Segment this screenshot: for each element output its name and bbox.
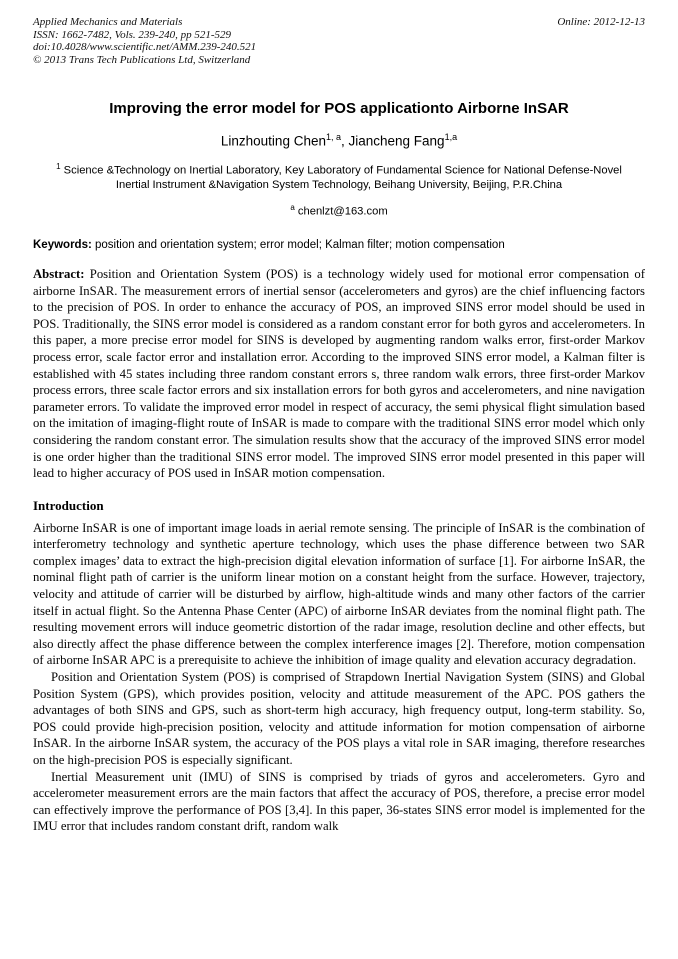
email-text: chenlzt@163.com: [294, 205, 388, 218]
online-date: Online: 2012-12-13: [557, 16, 645, 28]
introduction-paragraph: Position and Orientation System (POS) is comprised of Strapdown Inertial Navigation System (SINS) and Global Position System (GPS), which provides position, velocity and attitude measurement of the APC. POS gathers the advantages of both SINS and GPS, such as short-term high accuracy, high frequency output, long-term stability. So, POS could provide high-precision position, velocity and attitude information for motion compensation of airborne InSAR. In the airborne InSAR system, the accuracy of the POS plays a vital role in SAR imaging, therefore researches on the high-precision POS is especially significant.: [33, 670, 645, 767]
journal-issn: ISSN: 1662-7482, Vols. 239-240, pp 521-529: [33, 28, 231, 41]
journal-metadata: [33, 16, 256, 66]
keywords-text: position and orientation system; error model; Kalman filter; motion compensation: [91, 238, 505, 251]
introduction-paragraph: Airborne InSAR is one of important image loads in aerial remote sensing. The principle of InSAR is the combination of interferometry technology and synthetic aperture technology, which uses the phase difference between two SAR complex images’ data to extract the high-precision digital elevation information of surface [1]. For airborne InSAR, the nominal flight path of carrier is the uniform linear motion on a constant height from the surface. However, trajectory, velocity and attitude of carrier will be disturbed by airflow, high-altitude winds and many other factors of the carrier itself in actual flight. So the Antenna Phase Center (APC) of airborne InSAR deviates from the nominal flight path. The resulting movement errors will induce geometric distortion of the radar image, resolution decline and other effects, but also directly affect the phase difference between the complex interference images [2]. Therefore, motion compensation of airborne InSAR APC is a prerequisite to achieve the inhibition of image quality and elevation accuracy degradation.: [33, 520, 645, 668]
author-name: , Jiancheng Fang: [341, 133, 445, 149]
keywords-line: [33, 238, 645, 253]
author-name: Linzhouting Chen: [220, 133, 326, 149]
introduction-paragraph: Inertial Measurement unit (IMU) of SINS is comprised by triads of gyros and accelerometers. Gyro and accelerometer measurement errors are the main factors that affect the accuracy of POS, therefore, a precise error model can effectively improve the performance of POS [3,4]. In this paper, 36-states SINS error model is implemented for the IMU error that includes random constant drift, random walk: [33, 769, 645, 834]
abstract-text: Position and Orientation System (POS) is a technology widely used for motional error compensation of airborne InSAR. The measurement errors of inertial sensor (accelerometers and gyros) are the chief influencing factors to the precision of POS. In order to enhance the accuracy of POS, an improved SINS error model should be used in POS. Traditionally, the SINS error model is considered as a random constant error for both gyros and accelerometers. In this paper, a more precise error model for SINS is developed by augmenting random walks error, first-order Markov process error, scale factor error and installation error. According to the improved SINS error model, a Kalman filter is established with 45 states including three random constant errors s, three random walk errors, three first-order Markov process errors, three scale factor errors and six installation errors for both gyros and accelerometers, and nine navigation parameter errors. To validate the improved error model in respect of accuracy, the semi physical flight simulation based on the imitation of imaging-flight route of InSAR is made to compare with the traditional SINS error model which only considering the random constant error. The simulation results show that the accuracy of the improved SINS error model is one order higher than the traditional SINS error model. The improved SINS error model presented in this paper will lead to higher accuracy of POS used in InSAR motion compensation.: [33, 266, 645, 481]
author-email: [33, 201, 645, 219]
keywords-label: Keywords:: [33, 238, 92, 251]
abstract: [33, 266, 645, 482]
paper-title: Improving the error model for POS applicationto Airborne InSAR: [109, 100, 569, 117]
affiliation-text: Science &Technology on Inertial Laboratory, Key Laboratory of Fundamental Science for National Defense-Novel Inertial Instrument &Navigation System Technology, Beihang University, Beijing, P.R.China: [60, 164, 622, 191]
author-superscript: 1,a: [444, 132, 458, 142]
journal-doi: doi:10.4028/www.scientific.net/AMM.239-240.521: [33, 41, 257, 53]
author-line: [33, 127, 645, 152]
affiliation: [39, 160, 639, 193]
author-superscript: 1, a: [325, 132, 341, 142]
email-superscript: a: [290, 203, 295, 213]
affiliation-superscript: 1: [56, 161, 61, 171]
section-heading-introduction: Introduction: [33, 497, 104, 513]
journal-title: Applied Mechanics and Materials: [33, 16, 183, 28]
journal-copyright: © 2013 Trans Tech Publications Ltd, Switzerland: [33, 53, 251, 66]
page-header: [33, 16, 645, 66]
abstract-label: Abstract:: [33, 266, 85, 281]
